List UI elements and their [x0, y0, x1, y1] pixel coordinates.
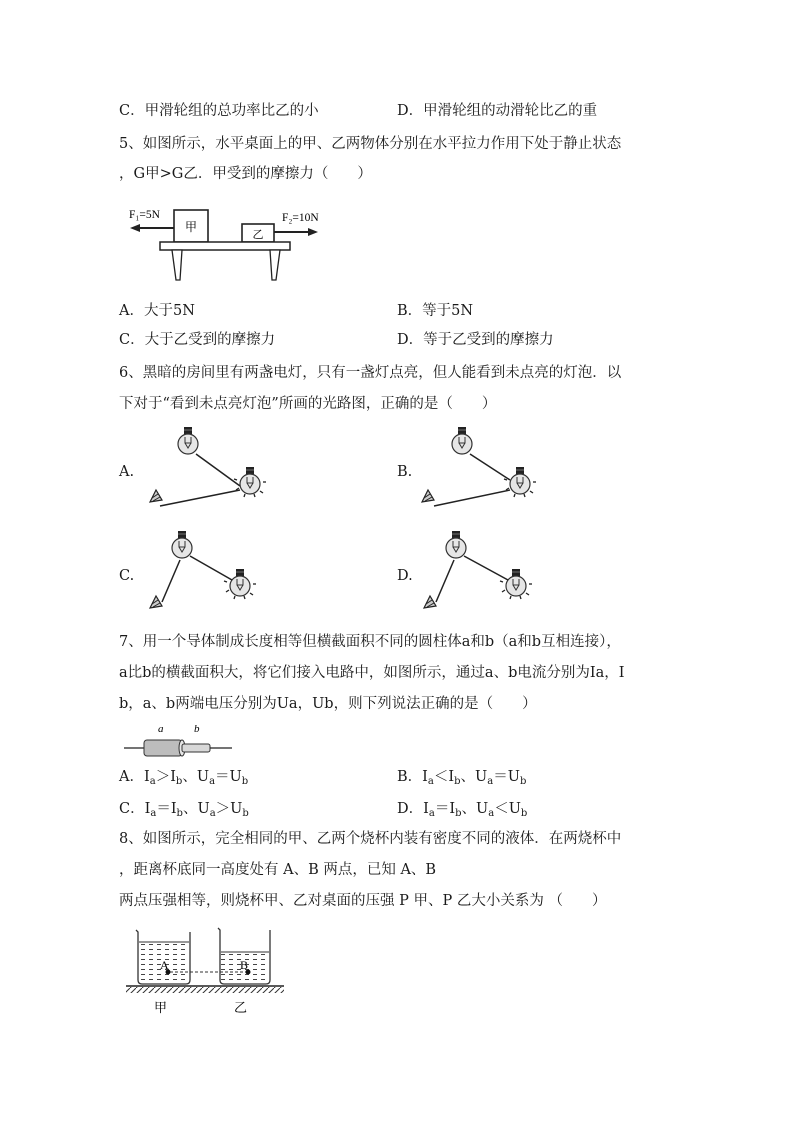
q7-option-b: B．$I_a<I_b$、$U_a=U_b$ — [397, 769, 527, 787]
q8-stem-line2: ，距离杯底同一高度处有 A、B 两点，已知 A、B — [119, 862, 437, 878]
q6-option-c-diagram — [140, 522, 280, 622]
q6-stem-line2: 下对于“看到未点亮灯泡”所画的光路图，正确的是（ ） — [119, 396, 497, 412]
block-jia-label: 甲 — [184, 220, 198, 234]
q6-option-a-label: A. — [119, 464, 135, 480]
cylinder-a — [144, 740, 182, 756]
f1-label: F₁=5N — [129, 209, 160, 221]
q7-stem-line3: b，a、b两端电压分别为Ua，Ub，则下列说法正确的是（ ） — [119, 696, 537, 712]
q5-option-c: C．大于乙受到的摩擦力 — [119, 332, 276, 348]
f2-label: F₂=10N — [282, 212, 319, 224]
q8-stem-line1: 8、如图所示，完全相同的甲、乙两个烧杯内装有密度不同的液体．在两烧杯中 — [119, 831, 622, 847]
q5-option-b: B．等于5N — [397, 303, 474, 319]
q6-option-c-label: C. — [119, 568, 135, 584]
q5-stem-line1: 5、如图所示，水平桌面上的甲、乙两物体分别在水平拉力作用下处于静止状态 — [119, 136, 622, 152]
q6-option-a-diagram — [140, 418, 280, 518]
q7-figure-conductors — [122, 720, 234, 760]
q6-option-d-diagram — [412, 522, 552, 622]
q6-option-d-label: D. — [397, 568, 413, 584]
q5-option-d: D．等于乙受到的摩擦力 — [397, 332, 554, 348]
q4-option-c: C．甲滑轮组的总功率比乙的小 — [119, 103, 319, 119]
q5-option-a: A．大于5N — [119, 303, 195, 319]
cylinder-b — [182, 744, 210, 752]
point-a-label: A — [160, 958, 169, 972]
block-yi-label: 乙 — [252, 228, 264, 241]
label-a: a — [158, 723, 164, 735]
q7-option-a: A．$I_a>I_b$、$U_a=U_b$ — [119, 769, 249, 787]
q5-stem-line2: ，G甲>G乙．甲受到的摩擦力（ ） — [119, 166, 372, 182]
table-top — [160, 242, 290, 250]
q6-option-b-diagram — [412, 418, 552, 518]
q5-figure-table-blocks — [120, 200, 330, 285]
q7-stem-line1: 7、用一个导体制成长度相等但横截面积不同的圆柱体a和b（a和b互相连接）， — [119, 634, 621, 650]
q4-option-d: D．甲滑轮组的动滑轮比乙的重 — [397, 103, 598, 119]
q7-option-c: C．$I_a=I_b$、$U_a>U_b$ — [119, 801, 249, 819]
beaker-yi-label: 乙 — [234, 1001, 248, 1016]
beaker-jia-label: 甲 — [154, 1001, 168, 1016]
q6-option-b-label: B. — [397, 464, 413, 480]
point-b-label: B — [240, 958, 249, 972]
q6-stem-line1: 6、黑暗的房间里有两盏电灯，只有一盏灯点亮，但人能看到未点亮的灯泡．以 — [119, 365, 622, 381]
q8-figure-beakers — [124, 922, 288, 1022]
label-b: b — [194, 723, 200, 735]
q8-stem-line3: 两点压强相等，则烧杯甲、乙对桌面的压强 P 甲、P 乙大小关系为 （ ） — [119, 893, 607, 909]
q7-stem-line2: a比b的横截面积大，将它们接入电路中，如图所示，通过a、b电流分别为Ia，I — [119, 665, 625, 681]
q7-option-d: D．$I_a=I_b$、$U_a<U_b$ — [397, 801, 528, 819]
